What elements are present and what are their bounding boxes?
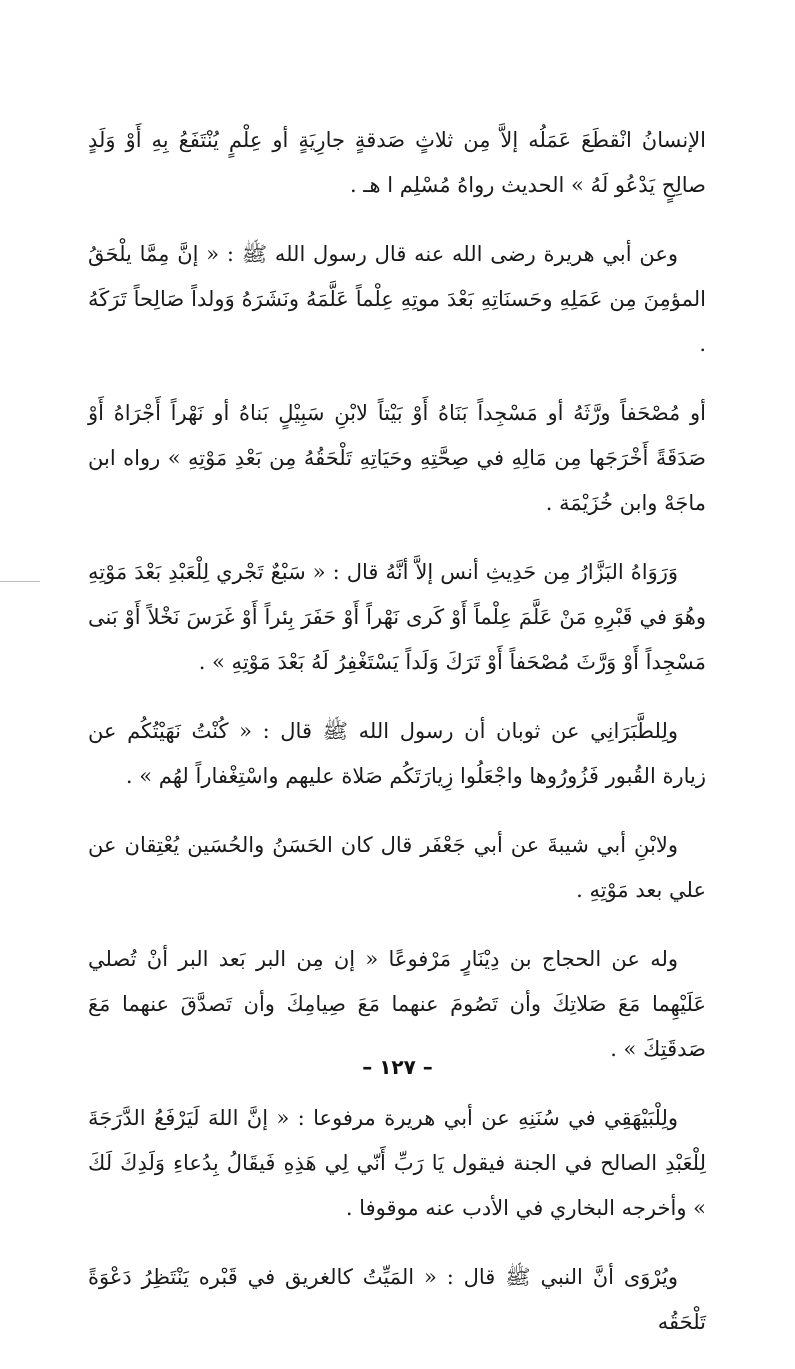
- paragraph-5: ولِلطَّبَرَانِي عن ثوبان أن رسول الله ﷺ قال : « كُنْتُ نَهَيْتُكُم عن زيارة القُبور فَزُورُوها واجْعَلُوا زِيارَتَكُم صَلاة عليهم واسْتِغْفاراً لهُم » .: [88, 719, 706, 788]
- paragraph-9: ويُرْوَى أنَّ النبي ﷺ قال : « المَيِّتُ كالغريق في قَبْره يَنْتَظِرُ دَعْوَةً تَلْحَقُه: [88, 1265, 706, 1334]
- paragraph-4: وَرَوَاهُ البَزَّارُ مِن حَدِيثِ أنس إلاَّ أنَّهُ قال : « سَبْعٌ تَجْري لِلْعَبْدِ بَعْدَ مَوْتِهِ وهُوَ في قَبْرِهِ مَنْ عَلَّمَ عِلْماً أَوْ كَرى نَهْراً أَوْ حَفَرَ بِئراً أَوْ غَرَسَ نَخْلاً أَوْ بَنى مَسْجِداً أَوْ وَرَّثَ مُصْحَفاً أَوْ تَرَكَ وَلَداً يَسْتَغْفِرُ لَهُ بَعْدَ مَوْتِهِ » .: [88, 560, 706, 674]
- margin-line: [0, 581, 40, 582]
- paragraph-6: ولابْنِ أبي شيبةَ عن أبي جَعْفَر قال كان الحَسَنُ والحُسَين يُعْتِقان عن علي بعد مَوْتِهِ .: [88, 833, 706, 902]
- paragraph-3: أو مُصْحَفاً ورَّثَهُ أو مَسْجِداً بَنَاهُ أَوْ بَيْتاً لابْنِ سَبِيْلٍ بَناهُ أو نَهْراً أَجْرَاهُ أَوْ صَدَقَةً أَخْرَجَها مِن مَالِهِ في صِحَّتِهِ وحَيَاتِهِ تَلْحَقُهُ مِن بَعْدِ مَوْتِهِ » رواه ابن ماجَهْ وابن خُزَيْمَة .: [88, 401, 706, 515]
- page-body: [88, 118, 706, 1369]
- paragraph-7: وله عن الحجاج بن دِيْنَارٍ مَرْفوعًا « إن مِن البر بَعد البر أنْ تُصلي عَلَيْهِما مَعَ صَلاتِكَ وأن تَصُومَ عنهما مَعَ صِيامِكَ وأن تَصدَّقَ عنهما مَعَ صَدقَتِكَ » .: [88, 947, 706, 1061]
- paragraph-2: وعن أبي هريرة رضى الله عنه قال رسول الله ﷺ : « إنَّ مِمَّا يلْحَقُ المؤمِنَ مِن عَمَلِهِ وحَسنَاتِهِ بَعْدَ موتِهِ عِلْماً عَلَّمَهُ ونَشَرَهُ وَولداً صَالِحاً تَرَكَهُ .: [88, 242, 706, 356]
- paragraph-1: الإنسانُ انْقطَعَ عَمَلُه إلاَّ مِن ثلاثٍ صَدقةٍ جارِيَةٍ أو عِلْمٍ يُنْتَفَعُ بِهِ أَوْ وَلَدٍ صالِحٍ يَدْعُو لَهُ » الحديث رواهُ مُسْلِم ا هـ .: [88, 128, 706, 197]
- paragraph-8: ولِلْبَيْهَقِي في سُنَنِهِ عن أبي هريرة مرفوعا : « إنَّ اللهَ لَيَرْفَعُ الدَّرَجَةَ لِلْعَبْدِ الصالح في الجنة فيقول يَا رَبِّ أَنّي لِي هَذِهِ فَيقَالُ بِدُعاءِ وَلَدِكَ لَكَ » وأخرجه البخاري في الأدب عنه موقوفا .: [88, 1106, 706, 1220]
- page-number: – ١٢٧ –: [362, 1055, 433, 1079]
